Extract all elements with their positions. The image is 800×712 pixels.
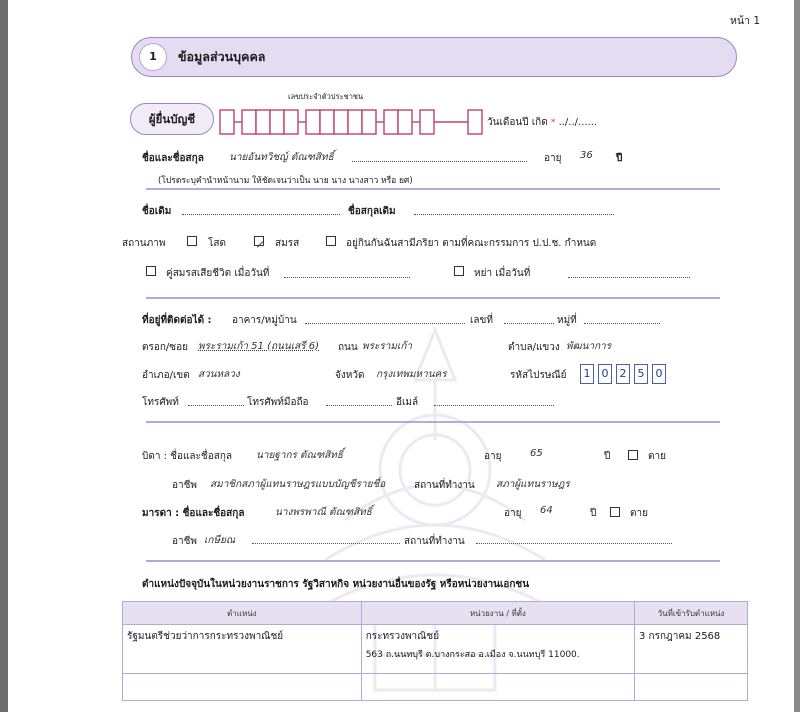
moo-label: หมู่ที่ — [557, 315, 577, 326]
start-date-cell[interactable] — [635, 674, 748, 701]
age-unit: ปี — [616, 153, 623, 164]
name-note: (โปรดระบุคำนำหน้านาม ให้ชัดเจนว่าเป็น นาย นาง นางสาว หรือ ยศ) — [158, 176, 413, 186]
province-label: จังหวัด — [335, 370, 365, 381]
mother-occupation-label: อาชีพ — [172, 536, 197, 547]
email-line[interactable] — [434, 405, 554, 406]
page-number: หน้า 1 — [729, 15, 760, 27]
subdistrict-label: ตำบล/แขวง — [508, 342, 560, 353]
mother-workplace-line[interactable] — [476, 543, 672, 544]
father-workplace-value[interactable]: สภาผู้แทนราษฎร — [496, 479, 570, 490]
phone-line[interactable] — [188, 405, 244, 406]
father-age-value[interactable]: 65 — [530, 448, 543, 459]
id-number-boxes[interactable] — [219, 109, 485, 135]
province-value[interactable]: กรุงเทพมหานคร — [376, 369, 447, 380]
divider-rule — [146, 188, 720, 190]
status-married-checkbox[interactable] — [254, 236, 264, 246]
birth-date-label: วันเดือนปี เกิด — [487, 117, 548, 128]
father-label: บิดา : ชื่อและชื่อสกุล — [142, 451, 232, 462]
father-workplace-label: สถานที่ทำงาน — [414, 480, 475, 491]
divorced-label: หย่า เมื่อวันที่ — [474, 268, 531, 279]
age-label: อายุ — [544, 153, 562, 164]
phone-label: โทรศัพท์ — [142, 397, 179, 408]
status-single-label: โสด — [208, 238, 226, 249]
column-header: ตำแหน่ง — [123, 602, 362, 625]
former-name-label: ชื่อเดิม — [142, 206, 172, 217]
name-dotted-line — [352, 161, 527, 162]
spouse-died-checkbox[interactable] — [146, 266, 156, 276]
mother-deceased-label: ตาย — [630, 508, 648, 519]
mother-occupation-value[interactable]: เกษียณ — [204, 535, 236, 546]
mother-age-unit: ปี — [590, 508, 597, 519]
age-value[interactable]: 36 — [580, 150, 593, 161]
table-row — [123, 674, 748, 701]
agency-cell[interactable] — [361, 625, 634, 674]
road-value[interactable]: พระรามเก้า — [362, 341, 412, 352]
birth-date-field — [487, 115, 597, 130]
status-cohabit-label: อยู่กินกันฉันสามีภริยา ตามที่คณะกรรมการ ป.ป.ช. กำหนด — [346, 238, 597, 249]
mother-label: มารดา : ชื่อและชื่อสกุล — [142, 508, 245, 519]
scan-edge-left — [0, 0, 8, 712]
status-cohabit-checkbox[interactable] — [326, 236, 336, 246]
house-no-label: เลขที่ — [470, 315, 493, 326]
father-age-unit: ปี — [604, 451, 611, 462]
mother-occupation-line — [252, 543, 400, 544]
postcode-digit[interactable]: 2 — [616, 364, 630, 384]
divorced-date-line[interactable] — [568, 277, 690, 278]
house-no-line[interactable] — [504, 323, 554, 324]
status-single-checkbox[interactable] — [187, 236, 197, 246]
postcode-digit[interactable]: 0 — [598, 364, 612, 384]
postcode-label: รหัสไปรษณีย์ — [510, 370, 567, 381]
divider-rule — [146, 421, 720, 423]
name-value[interactable]: นายอันทวิชญ์ ตัณฑสิทธิ์ — [229, 152, 334, 163]
table-row — [123, 625, 748, 674]
building-label: อาคาร/หมู่บ้าน — [232, 315, 297, 326]
postcode-digit[interactable]: 1 — [580, 364, 594, 384]
positions-heading: ตำแหน่งปัจจุบันในหน่วยงานราชการ รัฐวิสาหกิจ หน่วยงานอื่นของรัฐ หรือหน่วยงานเอกชน — [142, 579, 530, 590]
mother-age-value[interactable]: 64 — [540, 505, 553, 516]
district-value[interactable]: สวนหลวง — [198, 369, 240, 380]
positions-table — [122, 601, 748, 701]
scan-edge-right — [794, 0, 800, 712]
address-label: ที่อยู่ที่ติดต่อได้ : — [142, 315, 212, 326]
moo-line[interactable] — [584, 323, 660, 324]
mobile-label: โทรศัพท์มือถือ — [247, 397, 309, 408]
mother-name-value[interactable]: นางพรพาณี ตัณฑสิทธิ์ — [275, 507, 372, 518]
email-label: อีเมล์ — [396, 397, 419, 408]
agency-address: 563 ถ.นนทบุรี ต.บางกระสอ อ.เมือง จ.นนทบุรี 11000. — [365, 650, 580, 660]
position-cell[interactable]: รัฐมนตรีช่วยว่าการกระทรวงพาณิชย์ — [123, 625, 362, 674]
column-header: หน่วยงาน / ที่ตั้ง — [361, 602, 634, 625]
birth-date-value[interactable]: ../../...... — [558, 117, 598, 128]
name-label: ชื่อและชื่อสกุล — [142, 153, 204, 164]
former-surname-line[interactable] — [414, 214, 614, 215]
required-mark: * — [550, 118, 556, 128]
postcode-digit[interactable]: 0 — [652, 364, 666, 384]
mother-deceased-checkbox[interactable] — [610, 507, 620, 517]
soi-value[interactable]: พระรามเก้า 51 (ถนนเสรี 6) — [198, 341, 320, 352]
father-deceased-label: ตาย — [648, 451, 666, 462]
father-deceased-checkbox[interactable] — [628, 450, 638, 460]
divorced-checkbox[interactable] — [454, 266, 464, 276]
mother-age-label: อายุ — [504, 508, 522, 519]
section-title: ข้อมูลส่วนบุคคล — [178, 49, 266, 64]
id-number-label: เลขประจำตัวประชาชน — [288, 92, 364, 101]
status-label: สถานภาพ — [122, 238, 166, 249]
column-header: วันที่เข้ารับตำแหน่ง — [635, 602, 748, 625]
position-cell[interactable] — [123, 674, 362, 701]
father-name-value[interactable]: นายฐากร ตัณฑสิทธิ์ — [256, 450, 343, 461]
father-occupation-label: อาชีพ — [172, 480, 197, 491]
start-date-cell[interactable]: 3 กรกฎาคม 2568 — [635, 625, 748, 674]
road-label: ถนน — [338, 342, 358, 353]
status-married-label: สมรส — [275, 238, 300, 249]
applicant-badge: ผู้ยื่นบัญชี — [130, 103, 214, 135]
mobile-line[interactable] — [326, 405, 392, 406]
soi-label: ตรอก/ซอย — [142, 342, 188, 353]
former-surname-label: ชื่อสกุลเดิม — [348, 206, 396, 217]
divider-rule — [146, 297, 720, 299]
father-occupation-value[interactable]: สมาชิกสภาผู้แทนราษฎรแบบบัญชีรายชื่อ — [210, 479, 386, 490]
building-line[interactable] — [305, 323, 465, 324]
spouse-died-date-line[interactable] — [284, 277, 410, 278]
divider-rule — [146, 560, 720, 562]
district-label: อำเภอ/เขต — [142, 370, 190, 381]
father-age-label: อายุ — [484, 451, 502, 462]
mother-workplace-label: สถานที่ทำงาน — [404, 536, 465, 547]
section-number: 1 — [139, 43, 167, 71]
former-name-line[interactable] — [182, 214, 340, 215]
agency-name: กระทรวงพาณิชย์ — [365, 631, 440, 642]
postcode-digit[interactable]: 5 — [634, 364, 648, 384]
spouse-died-label: คู่สมรสเสียชีวิต เมื่อวันที่ — [166, 268, 270, 279]
subdistrict-value[interactable]: พัฒนาการ — [566, 341, 612, 352]
agency-cell[interactable] — [361, 674, 634, 701]
